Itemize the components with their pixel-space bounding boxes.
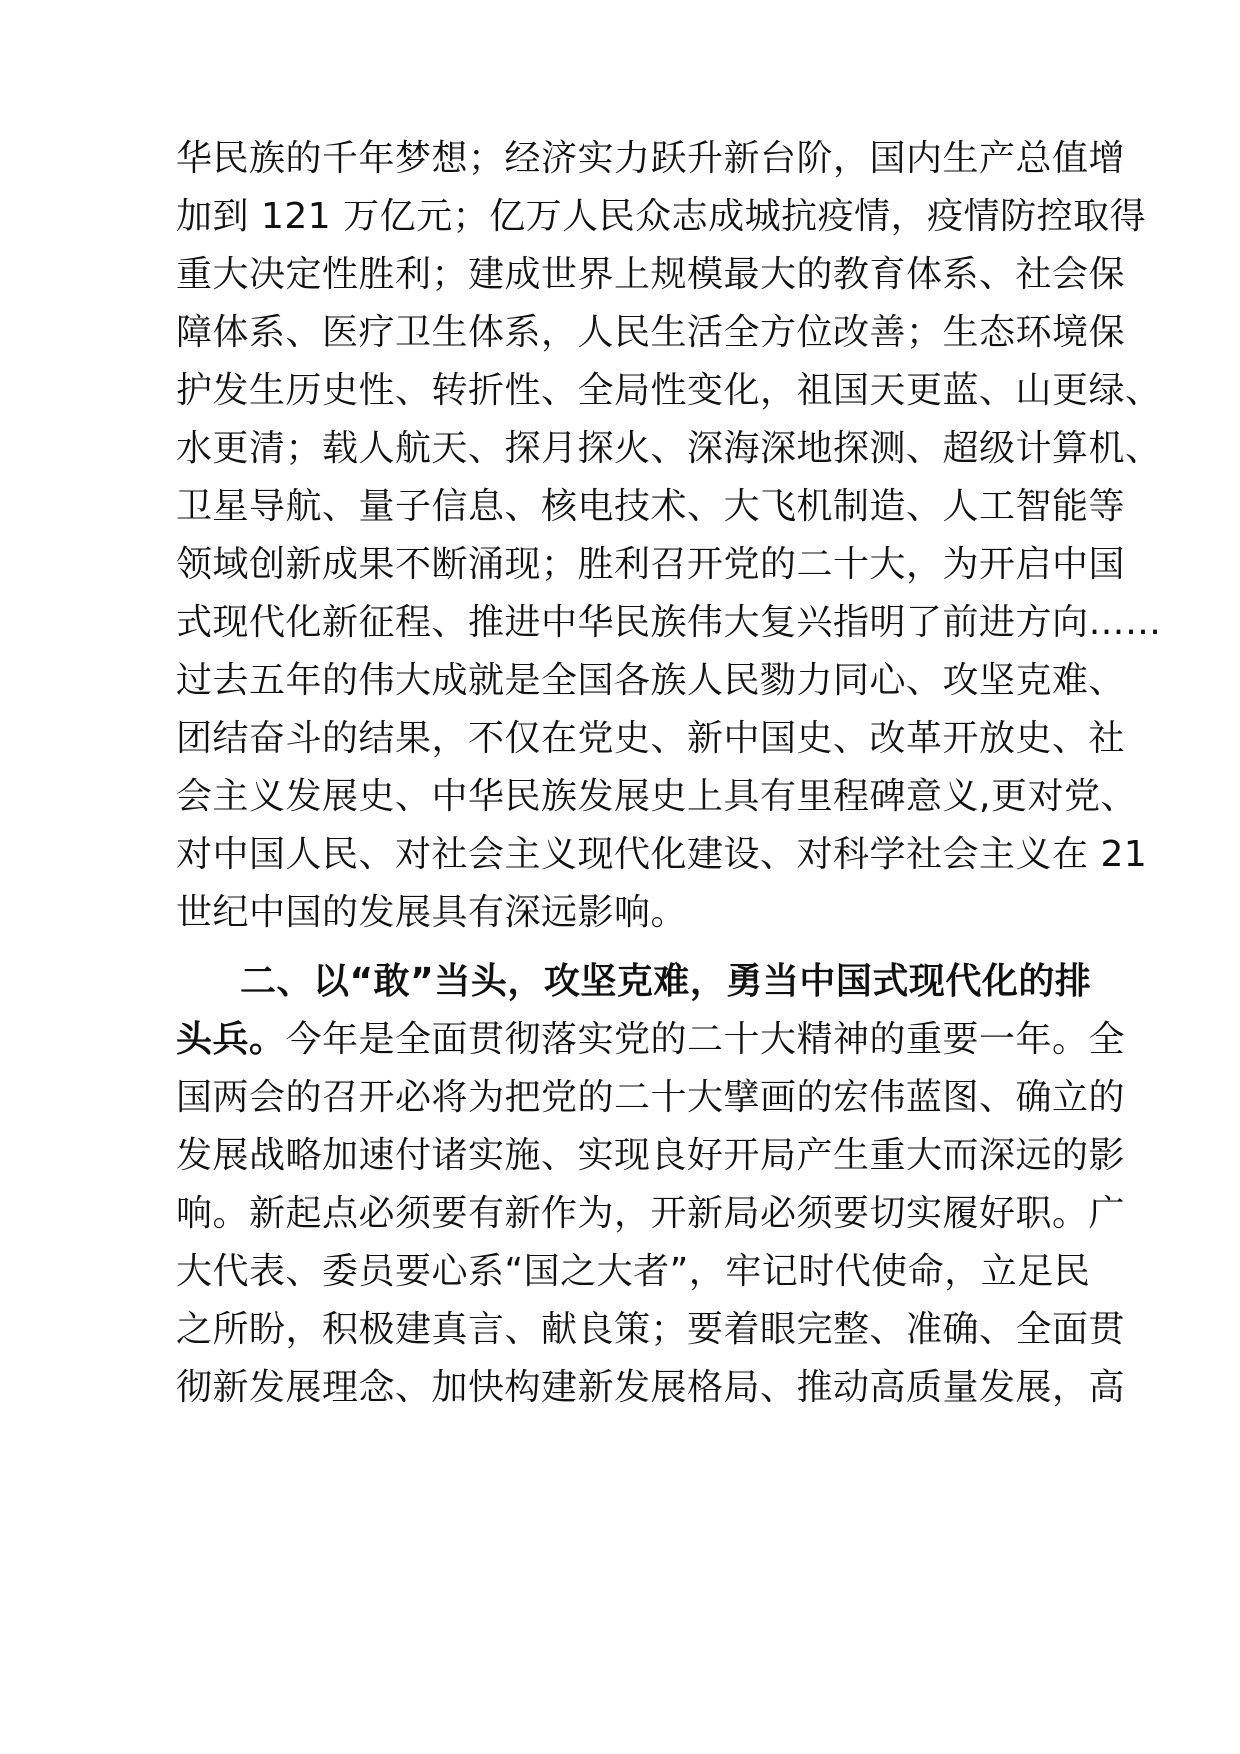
- body-text-line: 响。新起点必须要有新作为，开新局必须要切实履好职。广: [176, 1193, 1126, 1234]
- body-text-line: 障体系、医疗卫生体系，人民生活全方位改善；生态环境保: [176, 312, 1126, 353]
- body-text-line: [176, 1017, 1125, 1063]
- body-text-line: 会主义发展史、中华民族发展史上具有里程碑意义,更对党、: [176, 776, 1137, 817]
- body-text-line: 大代表、委员要心系“国之大者”，牢记时代使命，立足民: [176, 1251, 1091, 1292]
- body-text-line: 式现代化新征程、推进中华民族伟大复兴指明了前进方向……: [176, 602, 1162, 643]
- body-text-line: 卫星导航、量子信息、核电技术、大飞机制造、人工智能等: [176, 486, 1126, 527]
- body-text-line: 之所盼，积极建真言、献良策；要着眼完整、准确、全面贯: [176, 1309, 1126, 1350]
- body-text-line: 对中国人民、对社会主义现代化建设、对科学社会主义在 21: [176, 834, 1148, 875]
- body-text-line: 发展战略加速付诸实施、实现良好开局产生重大而深远的影: [176, 1135, 1126, 1176]
- body-text-line: 团结奋斗的结果，不仅在党史、新中国史、改革开放史、社: [176, 718, 1126, 759]
- body-text-line: 彻新发展理念、加快构建新发展格局、推动高质量发展，高: [176, 1367, 1126, 1408]
- section-heading: 二、以“敢”当头，攻坚克难，勇当中国式现代化的排: [240, 961, 1092, 1002]
- body-text-line: 加到 121 万亿元；亿万人民众志成城抗疫情，疫情防控取得: [176, 196, 1147, 237]
- body-text-line: 过去五年的伟大成就是全国各族人民勠力同心、攻坚克难、: [176, 660, 1126, 701]
- body-text-segment: 今年是全面贯彻落实党的二十大精神的重要一年。全: [285, 1019, 1126, 1060]
- body-text-line: 世纪中国的发展具有深远影响。: [176, 892, 688, 933]
- section-heading-end: 头兵。: [176, 1019, 286, 1060]
- body-text-line: 重大决定性胜利；建成世界上规模最大的教育体系、社会保: [176, 254, 1126, 295]
- body-text-line: 水更清；载人航天、探月探火、深海深地探测、超级计算机、: [176, 428, 1162, 469]
- body-text-line: 国两会的召开必将为把党的二十大擘画的宏伟蓝图、确立的: [176, 1077, 1126, 1118]
- body-text-line: 领域创新成果不断涌现；胜利召开党的二十大，为开启中国: [176, 544, 1126, 585]
- body-text-line: 华民族的千年梦想；经济实力跃升新台阶，国内生产总值增: [176, 138, 1126, 179]
- body-text-line: 护发生历史性、转折性、全局性变化，祖国天更蓝、山更绿、: [176, 370, 1162, 411]
